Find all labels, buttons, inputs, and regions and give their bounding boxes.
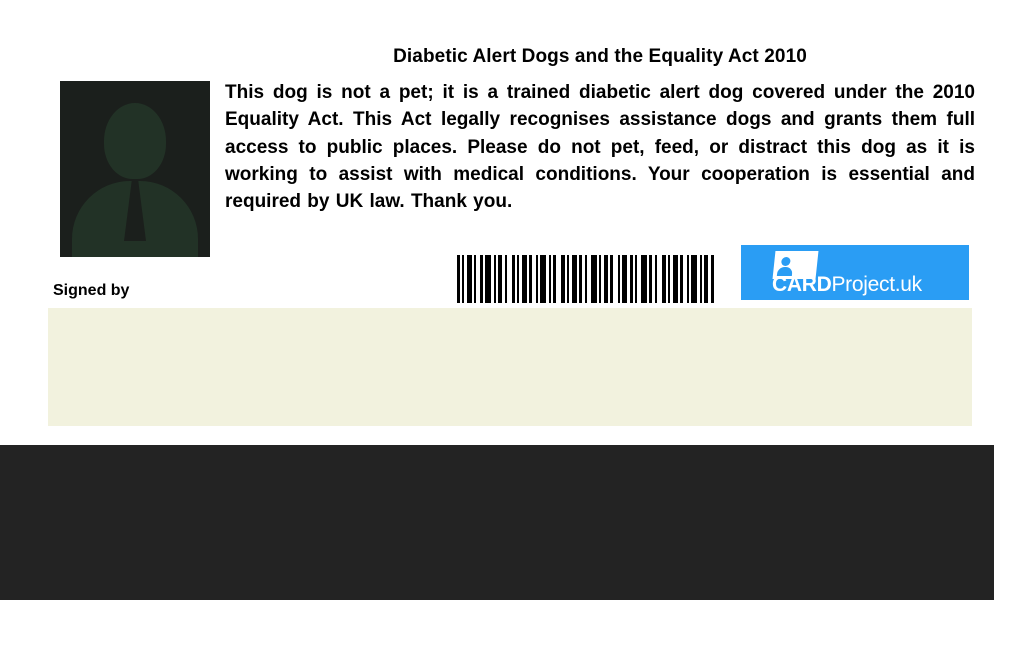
signature-strip[interactable] (48, 308, 972, 426)
barcode (457, 255, 733, 303)
bottom-right-filler (994, 445, 1036, 600)
signed-by-label: Signed by (53, 282, 130, 299)
person-silhouette-head-icon (104, 103, 166, 179)
cardproject-logo (741, 245, 969, 300)
page-title: Diabetic Alert Dogs and the Equality Act 2010 (393, 46, 807, 67)
bottom-black-band (0, 445, 994, 600)
logo-the-text: the (799, 256, 816, 268)
page-bottom-margin (0, 600, 1036, 660)
cardholder-photo (60, 81, 210, 257)
logo-card-text: CARD (772, 273, 832, 296)
logo-project-text: Project.uk (831, 273, 922, 296)
logo-wordmark (772, 273, 922, 297)
badge-person-head-icon (781, 257, 791, 266)
card-body-text: This dog is not a pet; it is a trained diabetic alert dog covered under the 2010 Equality Act. This Act legally recognises assistance dogs and grants them full access to public places. Please do not pet, feed, or distract this dog as it is working to assist with medical conditions. Your cooperation is essential and required by UK law. Thank you. (225, 82, 975, 213)
